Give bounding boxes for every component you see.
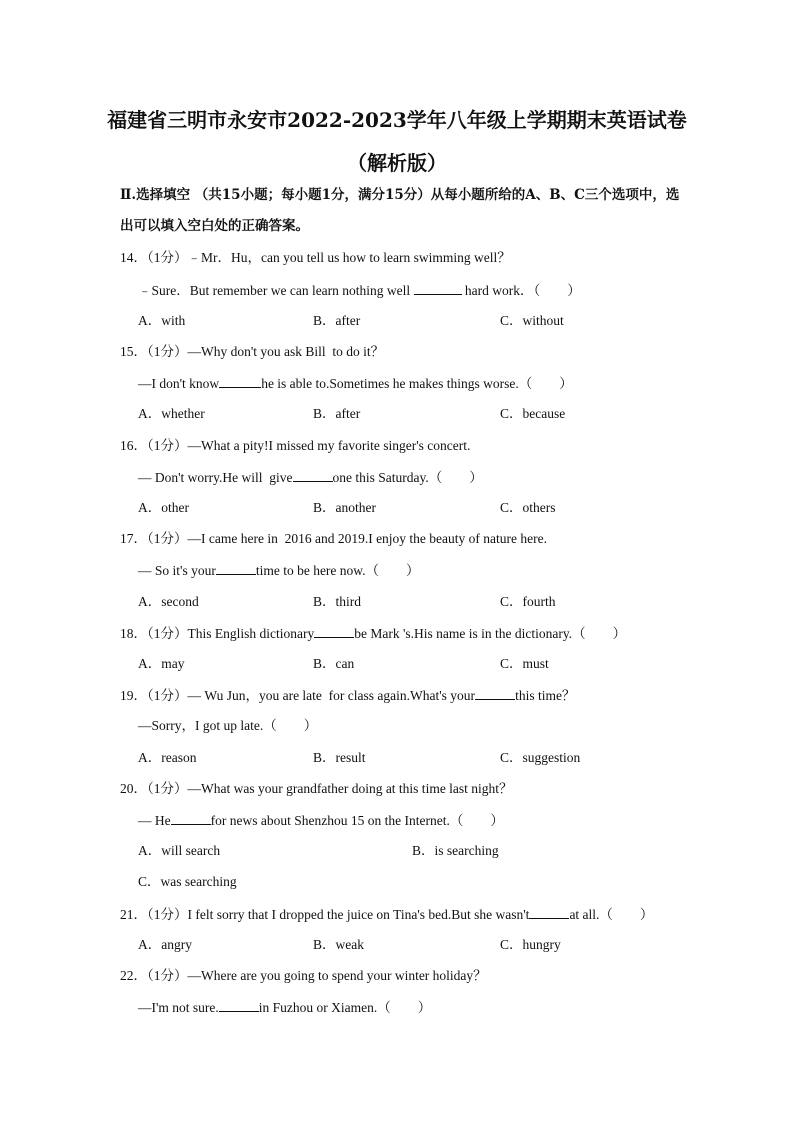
option-a: A．other xyxy=(138,500,189,515)
option-b: B．after xyxy=(313,313,361,328)
option-c: C．was searching xyxy=(138,874,237,889)
document-subtitle: （解析版） xyxy=(347,151,447,175)
option-c: C．others xyxy=(500,500,556,515)
blank xyxy=(529,905,569,919)
answer-line-14: ﹣Sure．But remember we can learn nothing well hard work．（ ） xyxy=(138,283,581,298)
option-a: A．reason xyxy=(138,750,197,765)
question-20: 20．（1分）—What was your grandfather doing at this time last night？ xyxy=(120,781,513,796)
blank xyxy=(219,998,259,1012)
option-c: C．fourth xyxy=(500,594,556,609)
answer-line-19: —Sorry，I got up late.（ ） xyxy=(138,718,318,733)
answer-line-16: — Don't worry.He will give one this Saturday.（ ） xyxy=(138,470,483,485)
question-18: 18．（1分）This English dictionary be Mark 's.His name is in the dictionary.（ ） xyxy=(120,626,627,641)
blank xyxy=(314,624,354,638)
option-a: A．whether xyxy=(138,406,205,421)
answer-line-17: — So it's your time to be here now.（ ） xyxy=(138,563,420,578)
question-21: 21．（1分）I felt sorry that I dropped the juice on Tina's bed.But she wasn't at all.（ ） xyxy=(120,907,654,922)
answer-line-20: — He for news about Shenzhou 15 on the Internet.（ ） xyxy=(138,813,504,828)
section-instructions: Ⅱ.选择填空 （共15小题；每小题1分，满分15分）从每小题所给的A、B、C三个选项中，选出可以填入空白处的正确答案。 xyxy=(120,187,680,234)
option-c: C．because xyxy=(500,406,566,421)
question-17: 17．（1分）—I came here in 2016 and 2019.I enjoy the beauty of nature here. xyxy=(120,531,547,546)
option-a: A．will search xyxy=(138,843,221,858)
option-a: A．with xyxy=(138,313,186,328)
option-c: C．hungry xyxy=(500,937,561,952)
blank xyxy=(219,374,261,388)
option-a: A．may xyxy=(138,656,185,671)
question-19: 19．（1分）— Wu Jun，you are late for class again.What's your this time？ xyxy=(120,688,576,703)
question-16: 16．（1分）—What a pity!I missed my favorite singer's concert. xyxy=(120,438,471,453)
question-14: 14．（1分）﹣Mr．Hu，can you tell us how to learn swimming well？ xyxy=(120,250,511,265)
option-c: C．must xyxy=(500,656,549,671)
option-c: C．without xyxy=(500,313,564,328)
option-b: B．can xyxy=(313,656,355,671)
option-c: C．suggestion xyxy=(500,750,581,765)
document-title: 福建省三明市永安市2022-2023学年八年级上学期期末英语试卷 xyxy=(107,108,687,132)
blank xyxy=(475,686,515,700)
option-a: A．angry xyxy=(138,937,192,952)
question-22: 22．（1分）—Where are you going to spend your winter holiday？ xyxy=(120,968,487,983)
blank xyxy=(293,468,333,482)
blank xyxy=(171,811,211,825)
blank xyxy=(414,281,462,295)
option-b: B．result xyxy=(313,750,366,765)
option-b: B．third xyxy=(313,594,362,609)
option-a: A．second xyxy=(138,594,199,609)
answer-line-22: —I'm not sure. in Fuzhou or Xiamen.（ ） xyxy=(138,1000,432,1015)
option-b: B．after xyxy=(313,406,361,421)
answer-line-15: —I don't know he is able to.Sometimes he makes things worse.（ ） xyxy=(138,376,573,391)
option-b: B．another xyxy=(313,500,376,515)
option-b: B．weak xyxy=(313,937,364,952)
option-b: B．is searching xyxy=(412,843,499,858)
question-15: 15．（1分）—Why don't you ask Bill to do it？ xyxy=(120,344,385,359)
blank xyxy=(216,561,256,575)
